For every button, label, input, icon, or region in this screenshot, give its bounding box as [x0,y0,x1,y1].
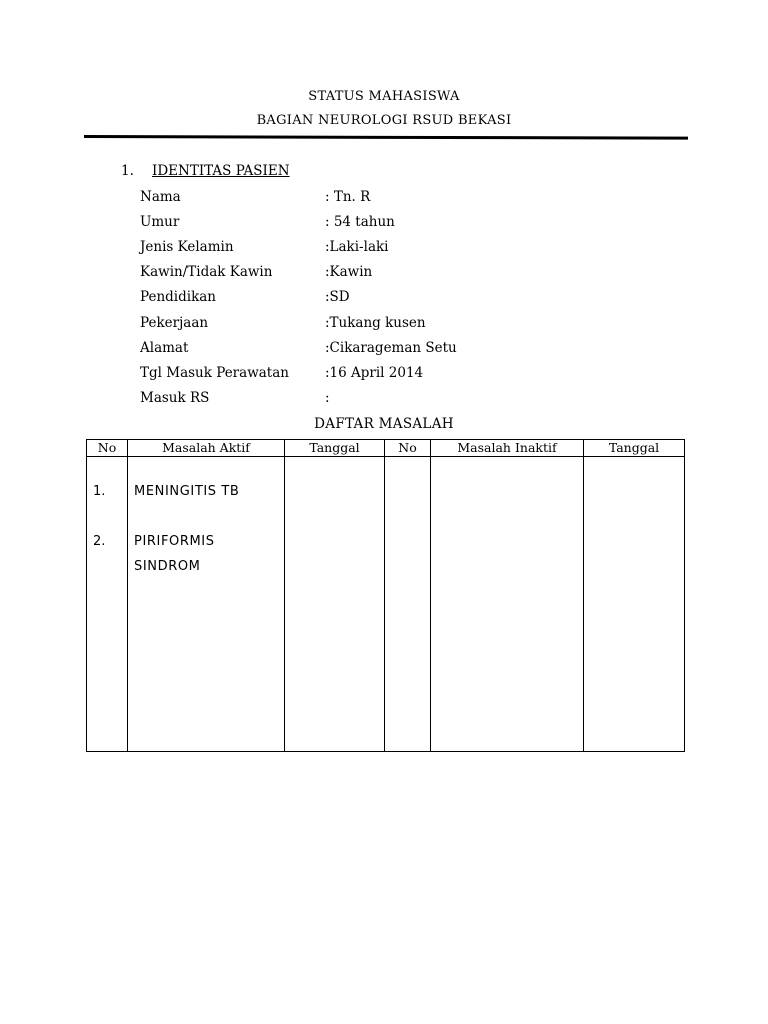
field-label-jenis-kelamin: Jenis Kelamin [140,239,234,255]
field-value-alamat: :Cikarageman Setu [325,340,457,356]
field-label-pendidikan: Pendidikan [140,289,217,305]
field-label-kawin: Kawin/Tidak Kawin [140,264,273,280]
field-label-nama: Nama [140,189,181,205]
document-title: STATUS MAHASISWA [308,89,460,104]
field-label-alamat: Alamat [140,340,189,356]
active-problem-cell [128,457,285,752]
column-header-masalah-inaktif: Masalah Inaktif [431,440,584,457]
field-value-tgl-masuk: :16 April 2014 [325,365,424,381]
problem-text: PIRIFORMIS [134,534,215,549]
problem-table [86,439,685,752]
document-subtitle: BAGIAN NEUROLOGI RSUD BEKASI [256,113,512,128]
field-label-pekerjaan: Pekerjaan [140,315,209,331]
field-value-masuk-rs: : [325,390,330,406]
problem-list-title: DAFTAR MASALAH [314,416,454,432]
inactive-no-cell [385,457,431,752]
field-value-kawin: :Kawin [325,264,373,280]
active-date-cell [285,457,385,752]
column-header-no: No [385,440,431,457]
field-label-tgl-masuk: Tgl Masuk Perawatan [140,365,289,381]
problem-text: SINDROM [134,559,201,574]
table-header-row [87,440,685,457]
inactive-date-cell [584,457,685,752]
column-header-tanggal: Tanggal [285,440,385,457]
problem-text: MENINGITIS TB [134,484,240,499]
table-row [87,457,685,752]
field-value-pendidikan: :SD [325,289,350,305]
header-divider [84,135,688,140]
problem-number: 1. [93,484,106,499]
field-value-nama: : Tn. R [325,189,371,205]
field-value-pekerjaan: :Tukang kusen [325,315,426,331]
column-header-tanggal: Tanggal [584,440,685,457]
inactive-problem-cell [431,457,584,752]
section-title: IDENTITAS PASIEN [152,163,290,179]
active-no-cell [87,457,128,752]
field-value-jenis-kelamin: :Laki-laki [325,239,389,255]
field-label-masuk-rs: Masuk RS [140,390,210,406]
column-header-masalah-aktif: Masalah Aktif [128,440,285,457]
section-number: 1. [121,163,134,179]
field-label-umur: Umur [140,214,180,230]
column-header-no: No [87,440,128,457]
field-value-umur: : 54 tahun [325,214,395,230]
problem-number: 2. [93,534,106,549]
